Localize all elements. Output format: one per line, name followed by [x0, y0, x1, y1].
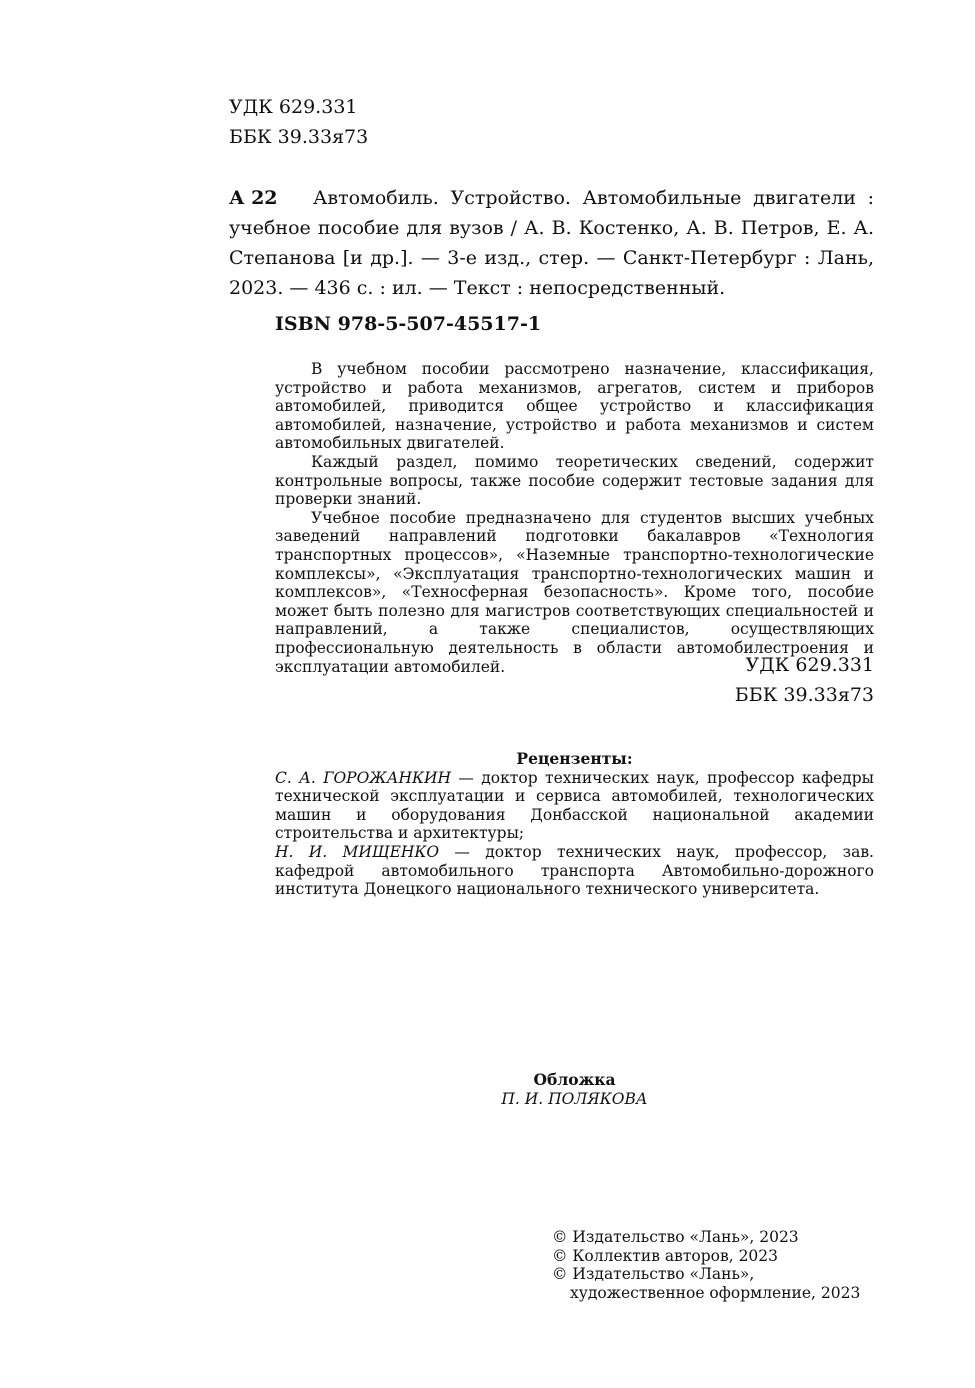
- bbk-code: ББК 39.33я73: [229, 126, 369, 148]
- copyright-line: © Издательство «Лань»,: [552, 1265, 755, 1284]
- reviewer-name: Н. И. МИЩЕНКО: [275, 842, 440, 861]
- classification-block-repeat: [600, 650, 874, 710]
- udk-code: УДК 629.331: [745, 654, 874, 676]
- annotation: [275, 360, 874, 676]
- reviewer-name: С. А. ГОРОЖАНКИН: [275, 768, 451, 787]
- classification-block: [229, 92, 368, 152]
- annotation-paragraph: В учебном пособии рассмотрено назначение, классификация, устройство и работа механизмов, агрегатов, систем и приборов автомобилей, приводится общее устройство и классификация автомобилей, назначение, устройство и работа механизмов и систем автомобильных двигателей.: [275, 360, 874, 453]
- reviewer-entry: [275, 769, 874, 843]
- reviewers-heading: Рецензенты:: [516, 749, 633, 768]
- copyright-block: [552, 1228, 860, 1302]
- reviewer-description: — доктор технических наук, профессор, зав. кафедрой автомобильного транспорта Автомобильно-дорожного института Донецкого национального технического университета.: [275, 842, 874, 899]
- reviewer-description: — доктор технических наук, профессор кафедры технической эксплуатации и сервиса автомобилей, технологических машин и оборудования Донбасской национальной академии строительства и архитектуры;: [275, 768, 874, 843]
- cover-heading: Обложка: [533, 1070, 616, 1089]
- copyright-line: художественное оформление, 2023: [570, 1283, 861, 1302]
- isbn: ISBN 978-5-507-45517-1: [275, 313, 542, 335]
- author-sign: А 22: [229, 187, 278, 209]
- bibliographic-entry: Автомобиль. Устройство. Автомобильные двигатели : учебное пособие для вузов / А. В. Костенко, А. В. Петров, Е. А. Степанова [и др.]. — 3-е изд., стер. — Санкт-Петербург : Лань, 2023. — 436 с. : ил. — Текст : непосредственный.: [229, 187, 874, 299]
- bbk-code: ББК 39.33я73: [734, 684, 874, 706]
- annotation-paragraph: Учебное пособие предназначено для студентов высших учебных заведений направлений подготовки бакалавров «Технология транспортных процессов», «Наземные транспортно-технологические комплексы», «Эксплуатация транспортно-технологических машин и комплексов», «Техносферная безопасность». Кроме того, пособие может быть полезно для магистров соответствующих специальностей и направлений, а также специалистов, осуществляющих профессиональную деятельность в области автомобилестроения и эксплуатации автомобилей.: [275, 508, 874, 676]
- copyright-line: © Издательство «Лань», 2023: [552, 1228, 799, 1246]
- reviewer-entry: [275, 843, 874, 899]
- cover-designer: П. И. ПОЛЯКОВА: [501, 1089, 648, 1108]
- udk-code: УДК 629.331: [229, 96, 358, 118]
- reviewers: [275, 750, 874, 899]
- copyright-line: © Коллектив авторов, 2023: [552, 1246, 779, 1265]
- annotation-paragraph: Каждый раздел, помимо теоретических сведений, содержит контрольные вопросы, также пособие содержит тестовые задания для проверки знаний.: [275, 452, 874, 509]
- cover-credit: [275, 1071, 874, 1108]
